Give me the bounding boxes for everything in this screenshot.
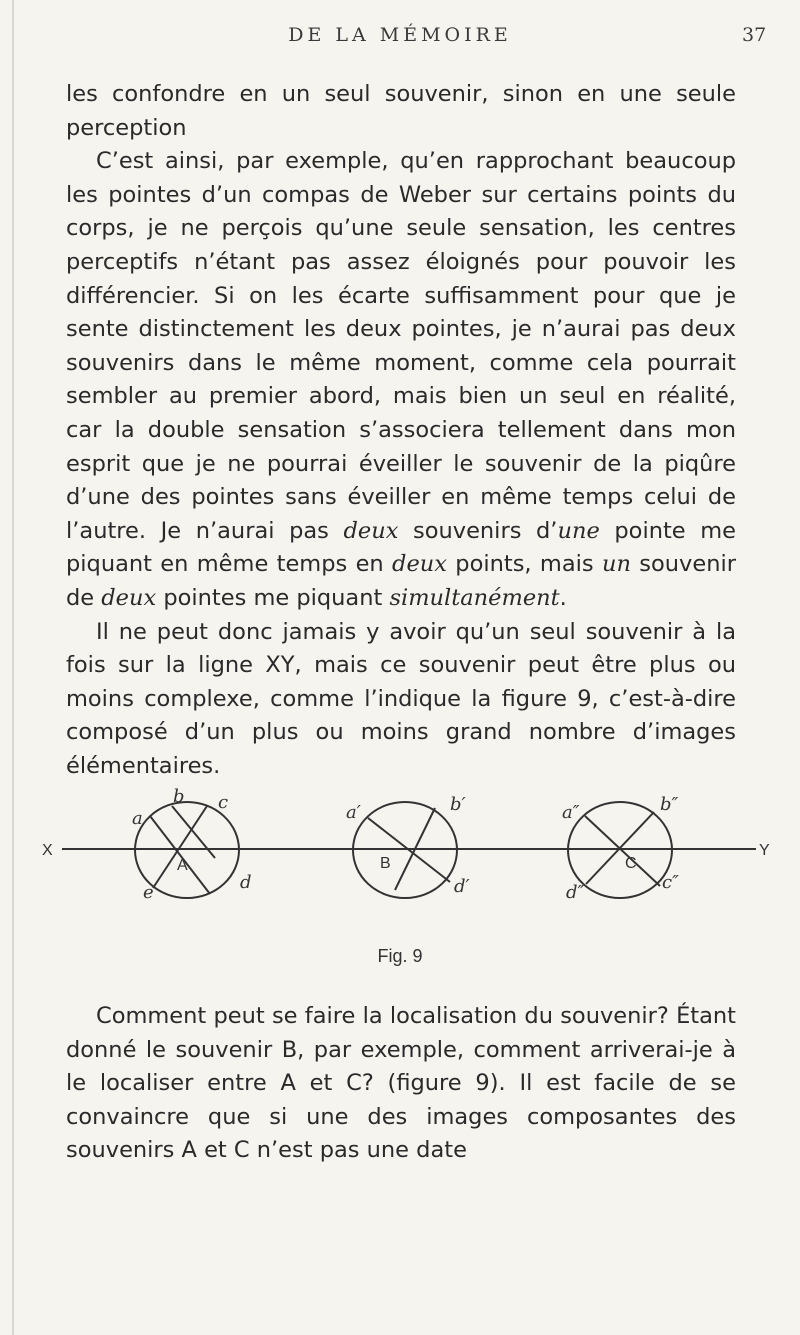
label-c-b: b″ — [660, 794, 679, 815]
paragraph-2 — [66, 145, 736, 615]
label-y: Y — [759, 842, 770, 859]
label-x: X — [42, 842, 53, 859]
figure-9 — [40, 758, 770, 938]
page-edge — [12, 0, 14, 1335]
p2-text-a: C’est ainsi, par exemple, qu’en rapprochant beaucoup les pointes d’un compas de Weber sur certains points du corps, je ne perçois qu’une seule sensation, les centres perceptifs n’étant pas assez éloignés pour pouvoir les différencier. Si on les écarte suffisamment pour que je sente distinctement les deux pointes, je n’aurai pas deux souvenirs dans le même moment, comme cela pourrait sembler au premier abord, mais bien un seul en réalité, car la double sensation s’associera tellement dans mon esprit que je ne pourrai éveiller le souvenir de la piqûre d’une des pointes sans éveiller en même temps celui de l’autre. Je n’aurai pas — [66, 148, 736, 544]
label-c-a: a″ — [562, 802, 580, 823]
label-c-center: C — [625, 855, 637, 872]
p2-em-4: un — [601, 551, 631, 578]
label-b-a: a′ — [346, 802, 361, 823]
label-b-center: B — [380, 855, 391, 872]
p2-em-6: simultanément — [389, 584, 560, 611]
label-c-d: d″ — [566, 882, 585, 903]
p2-em-5: deux — [101, 584, 157, 611]
label-a-a: a — [132, 808, 143, 829]
p2-text-e: souvenir de — [66, 551, 736, 611]
body-text-top — [66, 78, 736, 783]
running-title: DE LA MÉMOIRE — [288, 24, 512, 46]
p2-em-1: deux — [343, 517, 399, 544]
label-b-d: d′ — [454, 876, 470, 897]
p2-text-c: pointe me piquant en même temps en — [66, 517, 736, 578]
page-number: 37 — [742, 24, 767, 46]
label-a-center: A — [177, 857, 188, 874]
paragraph-3: Il ne peut donc jamais y avoir qu’un seul souvenir à la fois sur la ligne XY, mais ce souvenir peut être plus ou moins complexe, comme l’indique la figure 9, c’est-à-dire composé d’un plus ou moins grand nombre d’images élémentaires. — [66, 618, 736, 779]
p2-text-g: . — [559, 584, 567, 611]
label-a-b: b — [173, 786, 185, 807]
p2-text-f: pointes me piquant — [156, 584, 390, 611]
paragraph-1: les confondre en un seul souvenir, sinon en une seule perception — [66, 81, 736, 141]
p2-text-d: points, mais — [446, 551, 602, 578]
label-a-c: c — [218, 792, 229, 813]
label-a-d: d — [240, 872, 252, 893]
p2-em-3: deux — [392, 551, 447, 578]
label-c-c: c″ — [662, 872, 679, 893]
p2-text-b: souvenirs d’ — [398, 517, 558, 544]
figure-caption: Fig. 9 — [377, 946, 423, 966]
paragraph-4: Comment peut se faire la localisation du souvenir? Étant donné le souvenir B, par exemple, comment arriverai-je à le localiser entre A et C? (figure 9). Il est facile de se convaincre que si une des images composantes des souvenirs A et C n’est pas une date — [66, 1003, 736, 1164]
label-b-b: b′ — [450, 794, 466, 815]
label-a-e: e — [143, 882, 154, 903]
body-text-bottom — [66, 1000, 736, 1168]
p2-em-2: une — [557, 517, 600, 544]
